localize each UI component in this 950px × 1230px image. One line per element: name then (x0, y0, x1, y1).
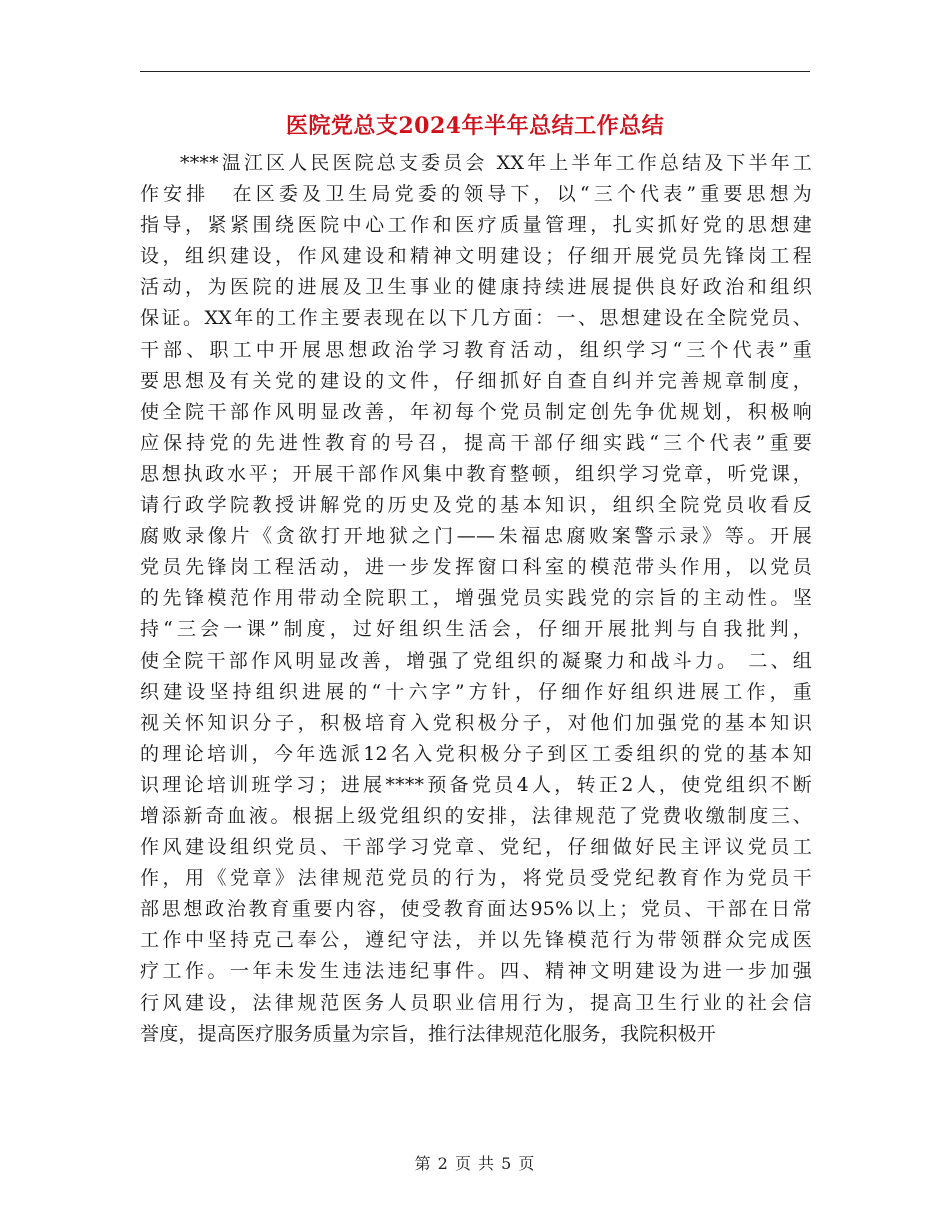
body-line: 思想执政水平；开展干部作风集中教育整顿，组织学习党章，听党课， (140, 462, 812, 485)
body-line: 干部、职工中开展思想政治学习教育活动，组织学习“三个代表”重 (140, 338, 812, 361)
page-number-footer: 第 2 页 共 5 页 (414, 1154, 536, 1173)
header-rule (140, 71, 810, 72)
body-line: 保证。XX年的工作主要表现在以下几方面：一、思想建设在全院党员、 (140, 307, 812, 330)
document-body (140, 148, 812, 1050)
body-line: 活动，为医院的进展及卫生事业的健康持续进展提供良好政治和组织 (140, 276, 812, 299)
body-line: 腐败录像片《贪欲打开地狱之门——朱福忠腐败案警示录》等。开展 (140, 525, 812, 548)
body-line: 的先锋模范作用带动全院职工，增强党员实践党的宗旨的主动性。坚 (140, 587, 812, 610)
body-line: 持“三会一课”制度，过好组织生活会，仔细开展批判与自我批判， (140, 618, 812, 641)
body-line: 作风建设组织党员、干部学习党章、党纪，仔细做好民主评议党员工 (140, 836, 812, 859)
body-line: 誉度，提高医疗服务质量为宗旨，推行法律规范化服务，我院积极开 (140, 1022, 717, 1045)
body-line: 要思想及有关党的建设的文件，仔细抓好自查自纠并完善规章制度， (140, 369, 812, 392)
body-line: 使全院干部作风明显改善，增强了党组织的凝聚力和战斗力。 二、组 (140, 649, 812, 672)
body-line: 党员先锋岗工程活动，进一步发挥窗口科室的模范带头作用，以党员 (140, 556, 812, 579)
body-line: 请行政学院教授讲解党的历史及党的基本知识，组织全院党员收看反 (140, 494, 812, 517)
body-line: 疗工作。一年未发生违法违纪事件。四、精神文明建设为进一步加强 (140, 960, 812, 983)
body-line: 织建设坚持组织进展的“十六字”方针，仔细作好组织进展工作，重 (140, 680, 812, 703)
body-line: 使全院干部作风明显改善，年初每个党员制定创先争优规划，积极响 (140, 400, 812, 423)
body-line: 应保持党的先进性教育的号召，提高干部仔细实践“三个代表”重要 (140, 431, 812, 454)
body-line: 视关怀知识分子，积极培育入党积极分子，对他们加强党的基本知识 (140, 711, 812, 734)
body-line: 识理论培训班学习；进展****预备党员4人，转正2人，使党组织不断 (140, 773, 812, 796)
body-line: 行风建设，法律规范医务人员职业信用行为，提高卫生行业的社会信 (140, 991, 812, 1014)
body-line: 工作中坚持克己奉公，遵纪守法，并以先锋模范行为带领群众完成医 (140, 929, 812, 952)
body-line: 作安排 在区委及卫生局党委的领导下，以“三个代表”重要思想为 (140, 183, 812, 206)
body-line: ****温江区人民医院总支委员会 XX年上半年工作总结及下半年工 (180, 152, 812, 174)
body-line: 的理论培训，今年选派12名入党积极分子到区工委组织的党的基本知 (140, 742, 812, 765)
body-line: 增添新奇血液。根据上级党组织的安排，法律规范了党费收缴制度三、 (140, 804, 812, 827)
body-line: 设，组织建设，作风建设和精神文明建设；仔细开展党员先锋岗工程 (140, 245, 812, 268)
document-title: 医院党总支2024年半年总结工作总结 (285, 113, 665, 139)
body-line: 作，用《党章》法律规范党员的行为，将党员受党纪教育作为党员干 (140, 867, 812, 890)
body-line: 指导，紧紧围绕医院中心工作和医疗质量管理，扎实抓好党的思想建 (140, 214, 812, 237)
body-line: 部思想政治教育重要内容，使受教育面达95%以上；党员、干部在日常 (140, 898, 812, 921)
